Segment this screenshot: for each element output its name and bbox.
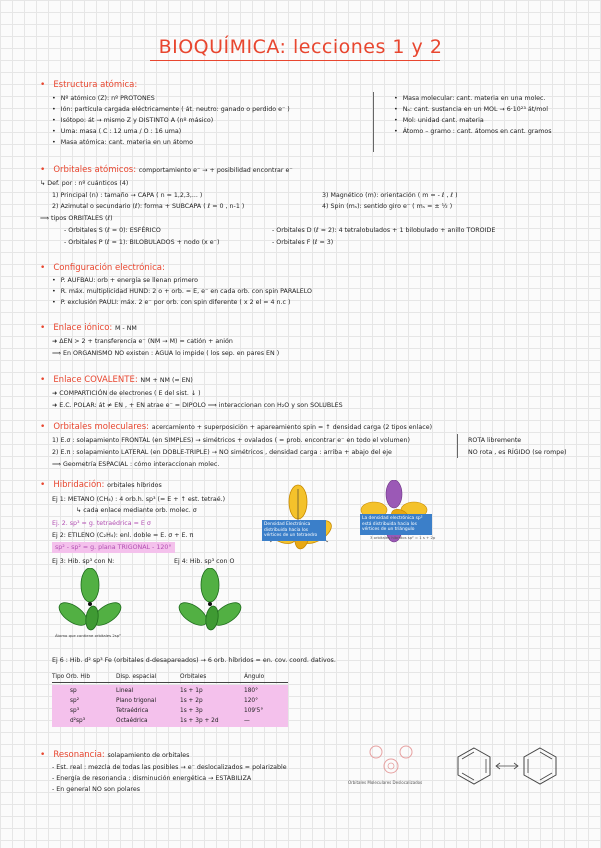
heading-estructura: • Estructura atómica: (40, 80, 137, 90)
table-row (52, 716, 288, 726)
table-row (52, 686, 288, 696)
heading-enlace-ionico: • Enlace iónico: M - NM (40, 323, 137, 334)
geometria-espacial: ⟹ Geometría ESPACIAL : cómo interaccionan molec. (52, 461, 220, 468)
table-cell: 180° (244, 688, 258, 694)
o-lobe-top (201, 568, 219, 602)
list-item: • R. máx. multiplicidad HUND: 2 o + orb. = E, e⁻ en cada orb. con spin PARALELO (52, 286, 312, 297)
sp3-oxygen-orbitals (178, 568, 242, 634)
estructura-right-list (394, 93, 552, 137)
list-item: • P. AUFBAU: orb + energía se llenan primero (52, 275, 312, 286)
list-item: • Masa molecular: cant. materia en una molec. (394, 93, 552, 104)
table-row (52, 696, 288, 706)
table-cell: 1s + 1p (180, 688, 203, 694)
sigma-rotation: ROTA libremente (468, 437, 522, 444)
quantum-1: 1) Principal (n) : tamaño → CAPA ( n = 1,2,3,... ) (52, 192, 203, 199)
list-item: • Nº atómico (Z): nº PROTONES (52, 93, 290, 104)
covalente-line-1: ➜ COMPARTICIÓN de electrones ( E del sist. ↓ ) (52, 390, 201, 397)
page-title: BIOQUÍMICA: lecciones 1 y 2 (158, 36, 443, 58)
caption-sp2-small: 3 orbitales híbridos sp² = 1 s + 2p (370, 535, 436, 540)
orbitales-def: ↳ Def. por : nº cuánticos (4) (40, 180, 129, 187)
sp3-tetrahedral-diagram (258, 484, 338, 554)
o-lobe-left (178, 598, 211, 629)
title-underline (150, 60, 440, 61)
list-item: • P. exclusión PAULI: máx. 2 e⁻ por orb. con spin diferente ( x 2 el = 4 n.c ) (52, 297, 312, 308)
list-item: • Mol: unidad cant. materia (394, 115, 552, 126)
benzene-ring-1 (458, 748, 490, 784)
heading-orbitales: • Orbitales atómicos: comportamiento e⁻ → + posibilidad encontrar e⁻ (40, 165, 293, 176)
orbital-type-d: - Orbitales D (ℓ = 2): 4 tetralobulados + 1 bilobulado + anillo TOROIDE (272, 227, 496, 234)
list-item: • Isótopo: át → mismo Z y DISTINTO A (nº másico) (52, 115, 290, 126)
orbital-type-p: - Orbitales P (ℓ = 1): BILOBULADOS + nodo (x e⁻) (64, 239, 220, 246)
ej-sp3-tetraedrica: Ej. 2. sp³ = g. tetraédrica = E σ (52, 520, 151, 527)
o-lobe-back (204, 605, 219, 630)
table-cell: Octaédrica (116, 718, 148, 724)
table-cell: Tetraédrica (116, 708, 149, 714)
list-item: - En general NO son polares (52, 786, 141, 793)
table-header (52, 674, 288, 683)
table-cell: 1s + 3p (180, 708, 203, 714)
table-header-cell: Tipo Orb. Hib (52, 674, 91, 680)
ej-hib-o: Ej 4: Hib. sp³ con O (174, 558, 235, 565)
list-item: • Átomo – gramo : cant. átomos en cant. gramos (394, 126, 552, 137)
list-item: - Est. real : mezcla de todas las posibles → e⁻ deslocalizados = polarizable (52, 764, 287, 771)
n-nucleus (88, 602, 92, 606)
table-cell: Plano trigonal (116, 698, 157, 704)
o-nucleus (208, 602, 212, 606)
quantum-2: 2) Azimutal o secundario (ℓ): forma + SUBCAPA ( ℓ = 0 , n-1 ) (52, 203, 245, 210)
ionico-line-1: ➜ ΔEN > 2 + transferencia e⁻ (NM → M) = catión + anión (52, 338, 233, 345)
ej-sp2-trigonal: sp² - sp² = g. plana TRIGONAL - 120° (52, 542, 175, 553)
orbital-type-s: - Orbitales S (ℓ = 0): ESFÉRICO (64, 227, 161, 234)
orbital-types-label: ⟹ tipos ORBITALES (ℓ) (40, 215, 113, 222)
table-cell: 1s + 3p + 2d (180, 718, 219, 724)
heading-hibridacion: • Hibridación: orbitales híbridos (40, 480, 162, 491)
ionico-line-2: ⟹ En ORGANISMO NO existen : AGUA lo impide ( los sep. en pares EN ) (52, 350, 280, 357)
ej-metano: Ej 1: METANO (CH₄) : 4 orb.h. sp³ (= E + ↑ est. tetraé.) (52, 496, 226, 503)
sigma-bond: 1) E.σ : solapamiento FRONTAL (en SIMPLES) → simétricos + ovalados ( = prob. encontrar e⁻ en todo el volumen) (52, 437, 410, 444)
pi-rotation: NO rota , es RÍGIDO (se rompe) (468, 449, 567, 456)
orbital-ring (384, 759, 398, 773)
hybridization-table (52, 674, 288, 727)
divider (373, 92, 374, 152)
table-cell: 109'5° (244, 708, 264, 714)
caption-deslocalizados: Orbitales Moleculares Deslocalizados (348, 780, 423, 785)
table-cell: sp (70, 688, 77, 694)
orbital-type-f: - Orbitales F (ℓ = 3) (272, 239, 334, 246)
table-row (52, 706, 288, 716)
table-cell: sp³ (70, 708, 80, 714)
table-header-cell: Disp. espacial (116, 674, 157, 680)
delocalized-orbitals-diagram (362, 742, 420, 794)
divider (457, 434, 458, 458)
orbital-ring (370, 746, 382, 758)
list-item: • Ión: partícula cargada eléctricamente ( át. neutro: ganado o perdido e⁻ ) (52, 104, 290, 115)
table-header-cell: Orbitales (180, 674, 207, 680)
orbital-ring (388, 763, 394, 769)
table-cell: Lineal (116, 688, 134, 694)
table-cell: sp² (70, 698, 80, 704)
table-header-cell: Ángulo (244, 674, 265, 680)
list-item: • Nₐ: cant. sustancia en un MOL → 6·10²³ át/mol (394, 104, 552, 115)
heading-resonancia: • Resonancia: solapamiento de orbitales (40, 750, 189, 761)
sp3-nitrogen-orbitals (58, 568, 122, 634)
heading-enlace-covalente: • Enlace COVALENTE: NM + NM (≈ EN) (40, 375, 193, 386)
ej-d2sp3: Ej 6 : Hib. d² sp³ Fe (orbitales d-desapareados) → 6 orb. híbridos = en. cov. coord. dativos. (52, 657, 336, 664)
p-lobe-top (386, 480, 402, 508)
table-cell: — (244, 718, 250, 724)
table-cell: d²sp³ (70, 718, 86, 724)
caption-triangulo: La densidad electrónica sp² está distribuida hacia los vértices de un triángulo (360, 514, 432, 535)
table-cell: 1s + 2p (180, 698, 203, 704)
ej-hib-n: Ej 3: Hib. sp³ con N: (52, 558, 115, 565)
n-lobe-back (84, 605, 99, 630)
table-body (52, 685, 288, 727)
table-cell: 120° (244, 698, 258, 704)
list-item: - Energía de resonancia : disminución energética → ESTABILIZA (52, 775, 252, 782)
covalente-line-2: ➜ E.C. POLAR: át ≠ EN , + EN atrae e⁻ = DIPOLO ⟹ interaccionan con H₂O y son SOLUBLES (52, 402, 343, 409)
benzene-ring-2 (524, 748, 556, 784)
list-item: • Masa atómica: cant. materia en un átomo (52, 137, 290, 148)
configuracion-list (52, 275, 312, 308)
list-item: • Uma: masa ( C : 12 uma / O : 16 uma) (52, 126, 290, 137)
caption-tetraedro: Densidad Electrónica distribuida hacia los vértices de un tetraedro (262, 520, 326, 541)
n-lobe-top (81, 568, 99, 602)
n-lobe-left (58, 598, 91, 629)
quantum-3: 3) Magnético (m): orientación ( m = - ℓ , ℓ ) (322, 192, 458, 199)
ej-etileno: Ej 2: ETILENO (C₂H₄): enl. doble = E. σ + E. π (52, 532, 194, 539)
ej-metano-sub: ↳ cada enlace mediante orb. molec. σ (76, 507, 197, 514)
benzene-resonance (452, 744, 562, 790)
heading-orbitales-moleculares: • Orbitales moleculares: acercamiento + superposición + apareamiento spin = ↑ densidad carga (2 tipos enlace) (40, 422, 432, 433)
orbital-ring (400, 746, 412, 758)
pi-bond: 2) E.π : solapamiento LATERAL (en DOBLE-TRIPLE) → NO simétricos , densidad carga : arriba + abajo del eje (52, 449, 392, 456)
quantum-4: 4) Spin (mₛ): sentido giro e⁻ ( mₛ = ± ½ ) (322, 203, 453, 210)
heading-configuracion: • Configuración electrónica: (40, 263, 165, 273)
estructura-left-list (52, 93, 290, 148)
caption-n-small: Átomo que contiene orbitales 2sp³ (55, 633, 121, 638)
resonancia-list (52, 762, 287, 795)
